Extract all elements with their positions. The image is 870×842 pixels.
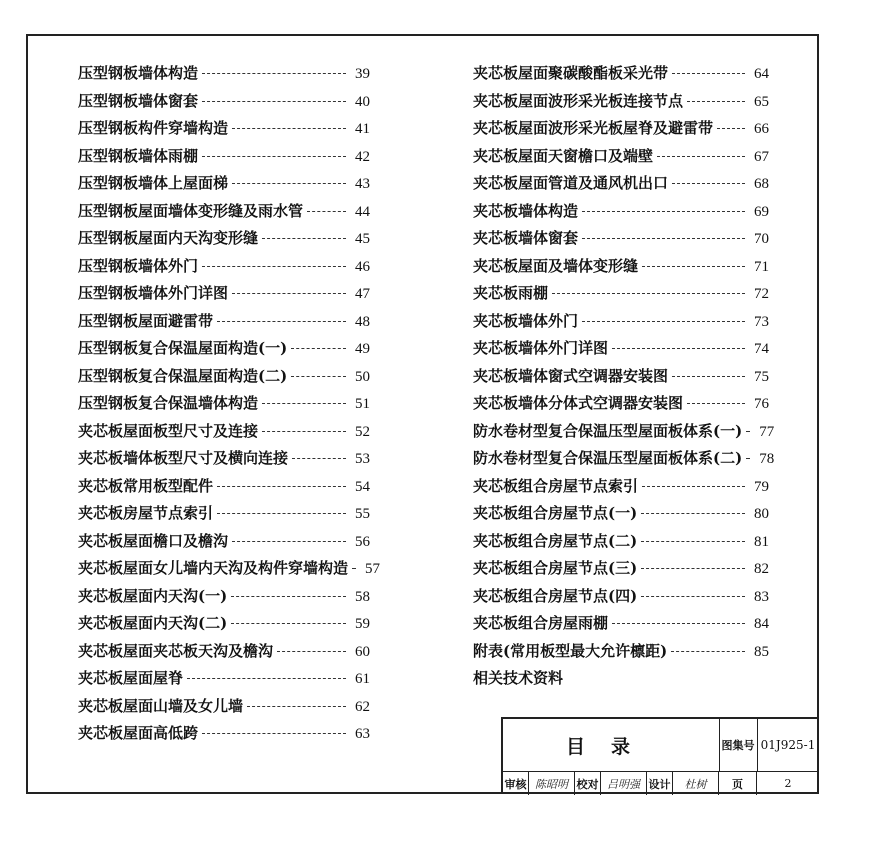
toc-leader-dashes <box>552 293 745 294</box>
toc-entry-title: 压型钢板构件穿墙构造 <box>78 119 229 137</box>
toc-entry-page: 73 <box>754 313 769 330</box>
toc-entry <box>78 90 370 118</box>
toc-entry-title: 夹芯板组合房屋节点(一) <box>473 504 638 522</box>
toc-entry-page: 76 <box>754 396 769 412</box>
toc-entry-title: 夹芯板屋面波形采光板屋脊及避雷带 <box>473 119 714 137</box>
toc-entry <box>473 585 769 613</box>
toc-entry-title: 夹芯板常用板型配件 <box>78 476 214 495</box>
toc-entry-title: 夹芯板屋面管道及通风机出口 <box>473 174 669 192</box>
toc-entry-title: 压型钢板复合保温屋面构造(二) <box>78 366 288 385</box>
toc-entry-title: 附表(常用板型最大允许檩距) <box>473 641 668 660</box>
toc-entry-page: 61 <box>355 671 370 687</box>
toc-entry-page: 51 <box>355 396 370 412</box>
toc-entry-title: 夹芯板墙体分体式空调器安装图 <box>473 394 684 412</box>
toc-entry-page: 48 <box>355 313 370 330</box>
toc-leader-dashes <box>262 238 346 239</box>
toc-entry <box>473 172 769 200</box>
toc-leader-dashes <box>217 486 346 487</box>
toc-leader-dashes <box>582 238 745 239</box>
title-block-title: 目录 <box>503 719 720 771</box>
toc-entry-title: 夹芯板屋面波形采光板连接节点 <box>473 91 684 110</box>
toc-entry-page: 70 <box>754 231 769 247</box>
toc-entry-page: 45 <box>355 231 370 247</box>
toc-entry-title: 夹芯板雨棚 <box>473 284 549 302</box>
toc-entry-page: 80 <box>754 506 769 522</box>
toc-entry <box>473 447 775 475</box>
toc-entry-page: 59 <box>355 616 370 632</box>
toc-leader-dashes <box>232 541 346 542</box>
toc-entry <box>473 530 769 558</box>
check-signature: 吕明强 <box>601 772 647 795</box>
toc-entry-title: 夹芯板屋面聚碳酸酯板采光带 <box>473 64 669 82</box>
toc-entry-title: 压型钢板屋面避雷带 <box>78 311 214 330</box>
toc-entry-page: 60 <box>355 643 370 660</box>
toc-entry-title: 压型钢板屋面内天沟变形缝 <box>78 229 259 247</box>
toc-leader-dashes <box>231 596 346 597</box>
toc-entry <box>473 502 769 530</box>
review-label: 审核 <box>503 772 529 795</box>
toc-entry-title: 夹芯板墙体外门 <box>473 311 579 330</box>
toc-leader-dashes <box>746 431 750 432</box>
toc-entry-title: 压型钢板复合保温墙体构造 <box>78 394 259 412</box>
toc-entry-page: 78 <box>759 451 775 467</box>
page-number: 2 <box>784 777 792 790</box>
toc-entry-page: 84 <box>754 616 769 632</box>
toc-entry <box>78 612 370 640</box>
toc-entry <box>473 667 769 695</box>
review-signature: 陈昭明 <box>529 772 575 795</box>
toc-entry <box>473 392 769 420</box>
toc-entry <box>473 200 769 228</box>
toc-entry <box>473 62 769 90</box>
toc-entry <box>78 585 370 613</box>
toc-entry-title: 夹芯板屋面夹芯板天沟及檐沟 <box>78 641 274 660</box>
toc-entry-title: 压型钢板复合保温屋面构造(一) <box>78 339 288 357</box>
toc-leader-dashes <box>262 403 346 404</box>
toc-entry-page: 42 <box>355 148 370 165</box>
toc-entry-title: 夹芯板屋面高低跨 <box>78 724 199 742</box>
toc-entry <box>78 722 370 750</box>
toc-leader-dashes <box>217 513 346 514</box>
toc-entry-page: 82 <box>754 561 769 577</box>
toc-entry-page: 53 <box>355 451 370 467</box>
toc-entry <box>473 420 775 448</box>
toc-entry-page: 79 <box>754 478 769 495</box>
toc-leader-dashes <box>247 706 346 707</box>
toc-entry-title: 夹芯板墙体板型尺寸及横向连接 <box>78 449 289 467</box>
toc-entry <box>473 255 769 283</box>
toc-entry <box>78 640 370 668</box>
toc-entry <box>78 255 370 283</box>
toc-entry-page: 55 <box>355 506 370 522</box>
toc-entry-page: 71 <box>754 258 769 275</box>
toc-entry <box>78 227 370 255</box>
toc-leader-dashes <box>232 128 346 129</box>
toc-entry-page: 62 <box>355 698 370 715</box>
toc-entry-title: 夹芯板墙体窗套 <box>473 229 579 247</box>
design-signature: 杜树 <box>673 772 719 795</box>
toc-entry-page: 44 <box>355 203 370 220</box>
toc-entry-page: 63 <box>355 726 370 742</box>
toc-leader-dashes <box>641 568 745 569</box>
toc-leader-dashes <box>612 623 745 624</box>
toc-entry-title: 夹芯板屋面山墙及女儿墙 <box>78 696 244 715</box>
toc-leader-dashes <box>202 266 346 267</box>
check-label: 校对 <box>575 772 601 795</box>
toc-entry-title: 夹芯板屋面屋脊 <box>78 669 184 687</box>
toc-leader-dashes <box>641 596 745 597</box>
toc-entry-title: 夹芯板屋面板型尺寸及连接 <box>78 421 259 440</box>
toc-leader-dashes <box>687 403 745 404</box>
toc-entry <box>78 117 370 145</box>
toc-entry-title: 夹芯板屋面天窗檐口及端壁 <box>473 146 654 165</box>
toc-leader-dashes <box>687 101 745 102</box>
toc-leader-dashes <box>202 733 346 734</box>
toc-entry <box>78 200 370 228</box>
toc-leader-dashes <box>277 651 346 652</box>
toc-entry-page: 75 <box>754 368 769 385</box>
toc-entry <box>78 695 370 723</box>
toc-entry <box>473 227 769 255</box>
toc-entry-page: 50 <box>355 368 370 385</box>
toc-leader-dashes <box>657 156 745 157</box>
toc-entry-page: 54 <box>355 478 370 495</box>
toc-entry-title: 压型钢板墙体上屋面梯 <box>78 174 229 192</box>
toc-leader-dashes <box>717 128 745 129</box>
toc-leader-dashes <box>746 458 750 459</box>
toc-leader-dashes <box>202 101 346 102</box>
toc-entry-page: 41 <box>355 121 370 137</box>
toc-entry-title: 压型钢板墙体窗套 <box>78 91 199 110</box>
toc-entry-page: 74 <box>754 341 769 357</box>
toc-entry-title: 夹芯板墙体外门详图 <box>473 339 609 357</box>
toc-leader-dashes <box>202 73 346 74</box>
toc-entry <box>78 530 370 558</box>
toc-entry <box>78 475 370 503</box>
toc-entry <box>78 447 370 475</box>
toc-leader-dashes <box>672 376 745 377</box>
toc-entry <box>473 612 769 640</box>
toc-entry <box>473 117 769 145</box>
toc-entry-page: 56 <box>355 533 370 550</box>
toc-entry <box>78 392 370 420</box>
toc-entry-title: 压型钢板墙体外门 <box>78 256 199 275</box>
toc-entry <box>473 90 769 118</box>
toc-entry-title: 压型钢板墙体外门详图 <box>78 284 229 302</box>
toc-leader-dashes <box>672 73 745 74</box>
toc-entry <box>78 502 370 530</box>
toc-entry-title: 夹芯板房屋节点索引 <box>78 504 214 522</box>
toc-entry-title: 夹芯板屋面内天沟(二) <box>78 614 228 632</box>
toc-entry <box>78 310 370 338</box>
toc-entry-page: 65 <box>754 93 769 110</box>
toc-leader-dashes <box>582 321 745 322</box>
toc-entry <box>78 557 381 585</box>
toc-leader-dashes <box>262 431 346 432</box>
design-label: 设计 <box>647 772 673 795</box>
toc-entry <box>78 62 370 90</box>
toc-leader-dashes <box>231 623 346 624</box>
toc-leader-dashes <box>582 211 745 212</box>
toc-entry <box>473 337 769 365</box>
toc-entry-page: 66 <box>754 121 769 137</box>
toc-leader-dashes <box>232 183 346 184</box>
toc-entry-page: 52 <box>355 423 370 440</box>
atlas-number: 01J925-1 <box>760 738 816 752</box>
toc-entry-page: 64 <box>754 66 769 82</box>
toc-leader-dashes <box>672 183 745 184</box>
toc-entry-title: 相关技术资料 <box>473 669 564 687</box>
toc-leader-dashes <box>202 156 346 157</box>
toc-entry <box>473 365 769 393</box>
toc-entry-page: 57 <box>365 561 381 577</box>
toc-leader-dashes <box>671 651 745 652</box>
signature-row <box>503 771 819 795</box>
toc-entry <box>78 282 370 310</box>
toc-entry-page: 69 <box>754 203 769 220</box>
toc-leader-dashes <box>292 458 346 459</box>
toc-leader-dashes <box>291 348 346 349</box>
toc-entry-page: 83 <box>754 588 769 605</box>
toc-right-column <box>473 62 775 695</box>
toc-entry-title: 夹芯板组合房屋节点索引 <box>473 476 639 495</box>
toc-entry-title: 压型钢板墙体雨棚 <box>78 146 199 165</box>
toc-entry-title: 压型钢板屋面墙体变形缝及雨水管 <box>78 201 304 220</box>
toc-entry <box>473 475 769 503</box>
toc-entry-page: 43 <box>355 176 370 192</box>
toc-entry-title: 防水卷材型复合保温压型屋面板体系(一) <box>473 421 743 440</box>
title-block <box>501 717 819 794</box>
toc-entry-page: 39 <box>355 66 370 82</box>
toc-entry-title: 夹芯板组合房屋节点(四) <box>473 586 638 605</box>
toc-entry <box>78 337 370 365</box>
toc-entry-title: 夹芯板墙体构造 <box>473 201 579 220</box>
toc-leader-dashes <box>612 348 745 349</box>
toc-entry <box>78 420 370 448</box>
page-label: 页 <box>719 772 757 795</box>
toc-leader-dashes <box>217 321 346 322</box>
toc-entry-page: 72 <box>754 286 769 302</box>
toc-entry-title: 夹芯板屋面女儿墙内天沟及构件穿墙构造 <box>78 559 349 577</box>
toc-entry-page: 47 <box>355 286 370 302</box>
toc-entry <box>78 365 370 393</box>
toc-entry-page: 40 <box>355 93 370 110</box>
toc-entry-title: 夹芯板屋面及墙体变形缝 <box>473 256 639 275</box>
toc-entry-page: 49 <box>355 341 370 357</box>
toc-entry <box>473 557 769 585</box>
toc-leader-dashes <box>641 541 745 542</box>
toc-leader-dashes <box>232 293 346 294</box>
toc-entry-page: 77 <box>759 423 775 440</box>
toc-entry-title: 夹芯板屋面檐口及檐沟 <box>78 531 229 550</box>
toc-leader-dashes <box>352 568 356 569</box>
toc-entry-page: 58 <box>355 588 370 605</box>
toc-leader-dashes <box>187 678 346 679</box>
toc-entry-title: 夹芯板组合房屋雨棚 <box>473 614 609 632</box>
toc-entry <box>78 145 370 173</box>
toc-entry-title: 压型钢板墙体构造 <box>78 64 199 82</box>
toc-leader-dashes <box>642 486 745 487</box>
toc-entry-title: 防水卷材型复合保温压型屋面板体系(二) <box>473 449 743 467</box>
toc-leader-dashes <box>641 513 745 514</box>
toc-entry-page: 81 <box>754 533 769 550</box>
toc-entry-title: 夹芯板墙体窗式空调器安装图 <box>473 366 669 385</box>
toc-leader-dashes <box>291 376 346 377</box>
toc-entry <box>473 145 769 173</box>
toc-entry <box>78 667 370 695</box>
toc-entry-title: 夹芯板屋面内天沟(一) <box>78 586 228 605</box>
toc-entry-page: 46 <box>355 258 370 275</box>
toc-leader-dashes <box>307 211 346 212</box>
toc-entry-page: 68 <box>754 176 769 192</box>
toc-entry-page: 67 <box>754 148 769 165</box>
toc-entry <box>473 282 769 310</box>
toc-leader-dashes <box>642 266 745 267</box>
toc-entry <box>473 640 769 668</box>
atlas-number-label: 图集号 <box>719 719 758 771</box>
toc-entry <box>78 172 370 200</box>
toc-entry-title: 夹芯板组合房屋节点(二) <box>473 531 638 550</box>
toc-entry-page: 85 <box>754 643 769 660</box>
toc-entry-title: 夹芯板组合房屋节点(三) <box>473 559 638 577</box>
toc-entry <box>473 310 769 338</box>
toc-left-column <box>78 62 381 750</box>
